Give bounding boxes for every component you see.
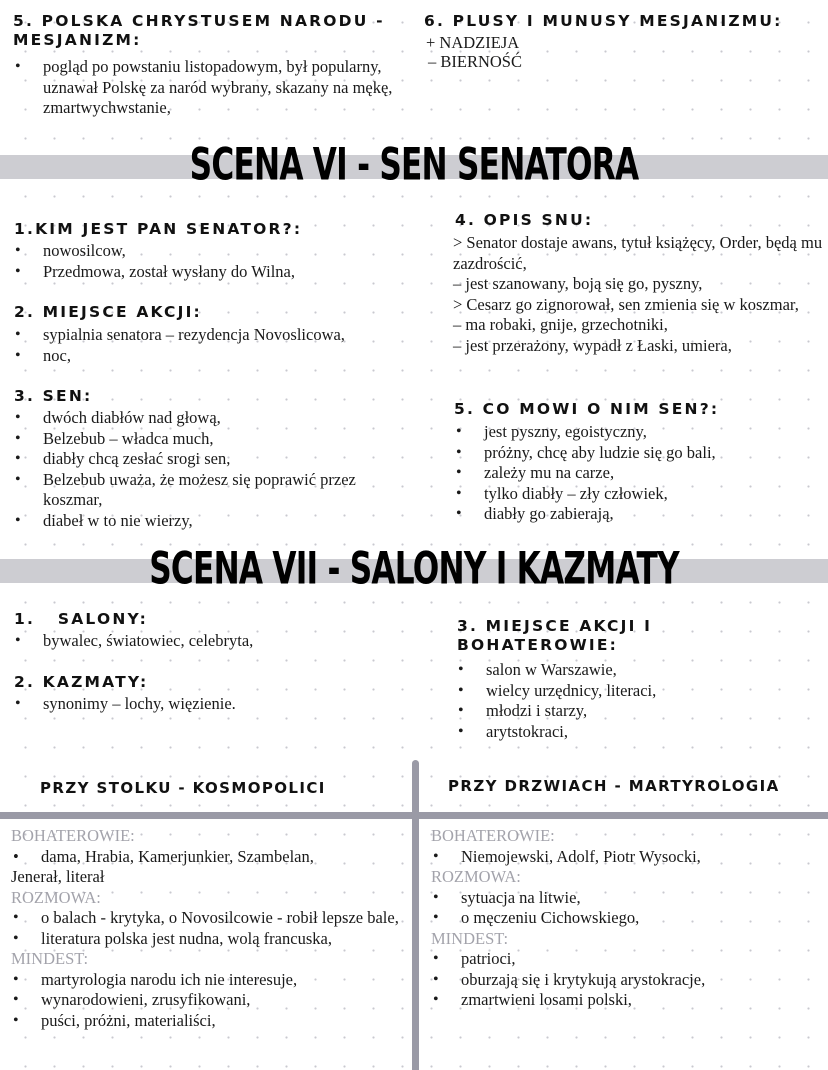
text-line: > Senator dostaje awans, tytuł książęcy, Order, będą mu zazdrościć, [453, 233, 823, 273]
list-item: • sypialnia senatora – rezydencja Novoslicowa, [13, 325, 408, 346]
list-item: • noc, [13, 346, 408, 367]
list-item: • puści, próżni, materialiści, [11, 1011, 407, 1032]
label-rozmowa: ROZMOWA: [431, 867, 521, 886]
list-mindest [11, 970, 407, 1032]
text-line: – jest szanowany, boją się go, pyszny, [453, 274, 703, 293]
heading-miejsce-akcji: 2. MIEJSCE AKCJI: [14, 303, 202, 321]
list-item: • arytstokraci, [456, 722, 816, 743]
list-item: • wynarodowieni, zrusyfikowani, [11, 990, 407, 1011]
list-item: • literatura polska jest nudna, wolą francuska, [11, 929, 407, 950]
list-salony [13, 631, 408, 652]
list-miejsce-akcji-bohaterowie [456, 660, 816, 742]
scene6-title: SCENA VI - SEN SENATORA [189, 139, 639, 191]
list-bohaterowie [431, 847, 821, 868]
list-item: • sytuacja na litwie, [431, 888, 821, 909]
text-line: – ma robaki, gnije, grzechotniki, [453, 315, 668, 334]
list-item: • zmartwieni losami polski, [431, 990, 821, 1011]
heading-kim-jest-senator: 1.KIM JEST PAN SENATOR?: [14, 220, 303, 238]
column-header-martyrologia: PRZY DRZWIACH - MARTYROLOGIA [448, 777, 780, 795]
heading-plusy-minusy: 6. PLUSY I MUNUSY MESJANIZMU: [424, 12, 783, 30]
text-line: – jest przerażony, wypadł z Łaski, umiera, [453, 335, 732, 355]
heading-kazmaty: 2. KAZMATY: [14, 673, 149, 691]
list-item: • pogląd po powstaniu listopadowym, był popularny, uznawał Polskę za naród wybrany, skazany na mękę, zmartwychwstanie, [13, 57, 398, 119]
list-item: • diabły go zabierają, [454, 504, 824, 525]
scene7-title: SCENA VII - SALONY I KAZMATY [149, 543, 679, 595]
heading-opis-snu: 4. OPIS SNU: [455, 211, 594, 229]
list-item: • diabeł w to nie wierzy, [13, 511, 403, 532]
list-item: • zależy mu na carze, [454, 463, 824, 484]
list-miejsce-akcji [13, 325, 408, 366]
bohaterowie-entry [11, 847, 407, 868]
list-mindest [431, 949, 821, 1011]
list-co-mowi-sen [454, 422, 824, 525]
list-item: • diabły chcą zesłać srogi sen, [13, 449, 403, 470]
heading-miejsce-akcji-bohaterowie: 3. MIEJSCE AKCJI I BOHATEROWIE: [457, 617, 653, 654]
list-item: • dwóch diabłów nad głową, [13, 408, 403, 429]
cell-martyrologia [431, 826, 821, 1011]
label-rozmowa: ROZMOWA: [11, 887, 101, 907]
list-item-text: dama, Hrabia, Kamerjunkier, Szambelan, [41, 846, 314, 866]
list-item: • Przedmowa, został wysłany do Wilna, [13, 262, 408, 283]
list-item: • o męczeniu Cichowskiego, [431, 908, 821, 929]
heading-mesjanizm: 5. POLSKA CHRYSTUSEM NARODU - MESJANIZM: [13, 12, 385, 49]
column-header-kosmopolici: PRZY STOLKU - KOSMOPOLICI [40, 779, 326, 797]
list-item: • oburzają się i krytykują arystokracje, [431, 970, 821, 991]
list-item: • patrioci, [431, 949, 821, 970]
list-mesjanizm [13, 57, 398, 119]
cell-kosmopolici [11, 826, 407, 1031]
list-item: • synonimy – lochy, więzienie. [13, 694, 408, 715]
minus-line: – BIERNOŚĆ [428, 52, 522, 71]
bullet-icon: • [13, 846, 19, 866]
heading-sen: 3. SEN: [14, 387, 93, 405]
label-mindest: MINDEST: [431, 928, 509, 948]
list-item: • Belzebub uważa, że możesz się poprawić przez koszmar, [13, 470, 403, 511]
opis-snu-lines [453, 233, 825, 356]
label-mindest: MINDEST: [11, 949, 89, 968]
list-item: • nowosilcow, [13, 241, 408, 262]
list-item: • tylko diabły – zły człowiek, [454, 484, 824, 505]
label-bohaterowie: BOHATEROWIE: [11, 826, 135, 845]
list-item: • bywalec, światowiec, celebryta, [13, 631, 408, 652]
list-item: • młodzi i starzy, [456, 701, 816, 722]
list-kim-jest-senator [13, 241, 408, 282]
label-bohaterowie: BOHATEROWIE: [431, 826, 555, 845]
list-item: • salon w Warszawie, [456, 660, 816, 681]
list-rozmowa [11, 908, 407, 949]
list-item: • jest pyszny, egoistyczny, [454, 422, 824, 443]
heading-salony: 1. SALONY: [14, 610, 148, 628]
heading-co-mowi-sen: 5. CO MOWI O NIM SEN?: [454, 400, 720, 418]
list-sen [13, 408, 403, 531]
plus-line: + NADZIEJA [426, 33, 520, 52]
list-item: • Niemojewski, Adolf, Piotr Wysocki, [431, 847, 821, 868]
list-kazmaty [13, 694, 408, 715]
grid-vertical-line [412, 760, 419, 1070]
bohaterowie-continuation: Jenerał, literał [11, 867, 105, 886]
list-item: • o balach - krytyka, o Novosilcowie - robił lepsze bale, [11, 908, 407, 929]
list-item: • próżny, chcę aby ludzie się go bali, [454, 443, 824, 464]
list-rozmowa [431, 888, 821, 929]
list-item: • wielcy urzędnicy, literaci, [456, 681, 816, 702]
text-line: > Cesarz go zignorował, sen zmienia się w koszmar, [453, 294, 799, 314]
list-item: • martyrologia narodu ich nie interesuje, [11, 970, 407, 991]
list-item: • Belzebub – władca much, [13, 429, 403, 450]
